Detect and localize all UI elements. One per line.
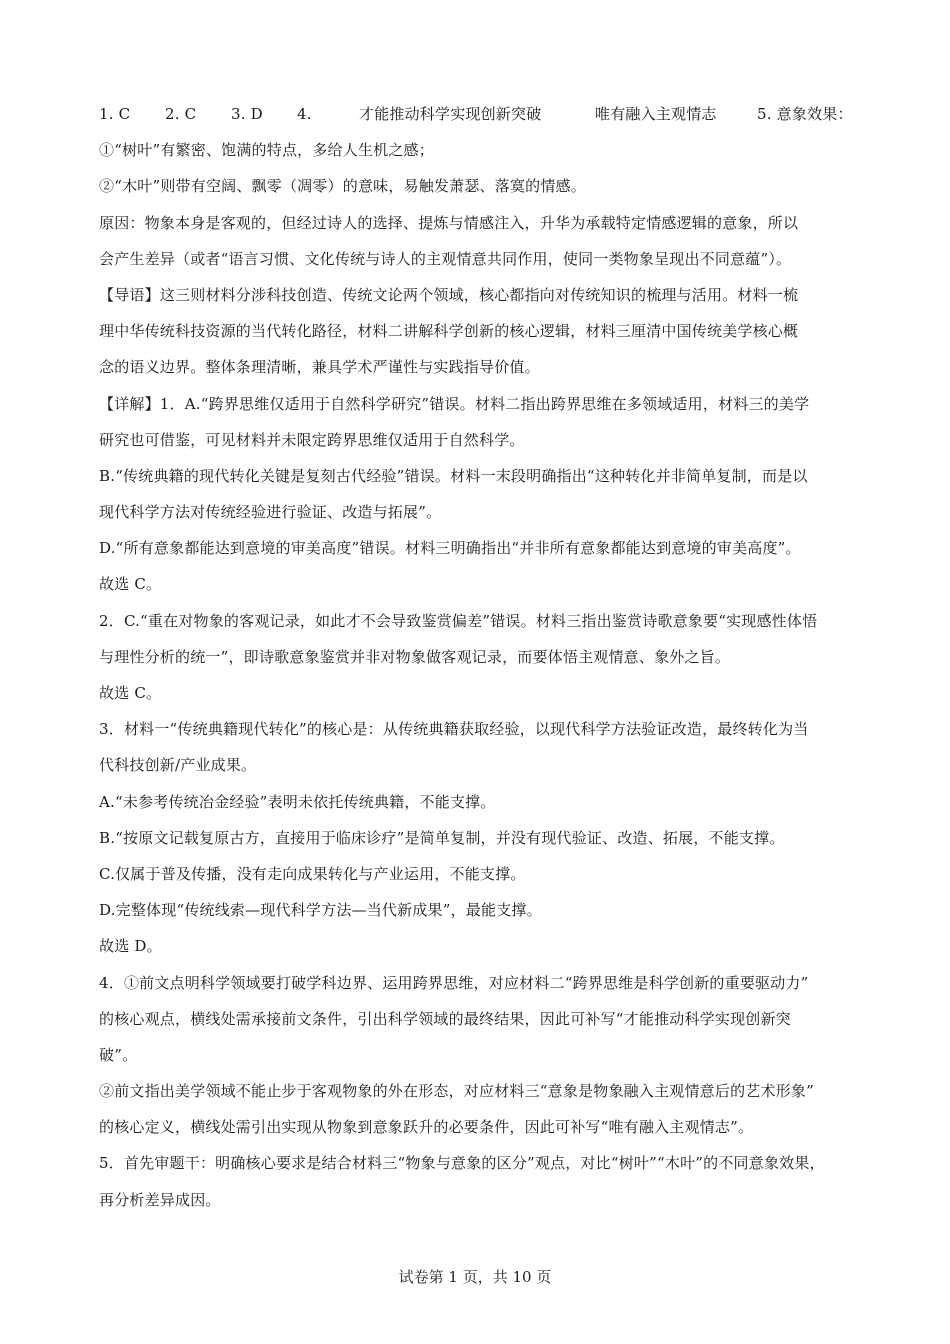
text-line: 念的语义边界。整体条理清晰，兼具学术严谨性与实践指导价值。 — [99, 358, 540, 377]
text-line: B.“传统典籍的现代转化关键是复刻古代经验”错误。材料一末段明确指出“这种转化并非简单复制，而是以 — [99, 466, 808, 485]
text-line: 的核心观点，横线处需承接前文条件，引出科学领域的最终结果，因此可补写“才能推动科学实现创新突 — [99, 1009, 791, 1028]
text-line: 的核心定义，横线处需引出实现从物象到意象跃升的必要条件，因此可补写“唯有融入主观情志”。 — [99, 1118, 754, 1137]
text-line: 故选 C。 — [99, 684, 162, 702]
page-footer: 试卷第 1 页，共 10 页 — [398, 1268, 552, 1286]
text-line: 再分析差异成因。 — [99, 1190, 221, 1209]
answer-4-part1: 才能推动科学实现创新突破 — [359, 105, 542, 123]
text-line: ②“木叶”则带有空阔、飘零（凋零）的意味，易触发萧瑟、落寞的情感。 — [99, 177, 586, 196]
text-line: 理中华传统科技资源的当代转化路径，材料二讲解科学创新的核心逻辑，材料三厘清中国传统美学核心概 — [99, 322, 799, 341]
text-line: 2．C.“重在对物象的客观记录，如此才不会导致鉴赏偏差”错误。材料三指出鉴赏诗歌意象要“实现感性体悟 — [99, 611, 818, 630]
text-line: 故选 D。 — [99, 937, 162, 956]
text-line: 原因：物象本身是客观的，但经过诗人的选择、提炼与情感注入，升华为承载特定情感逻辑的意象，所以 — [99, 213, 799, 232]
text-line: 3．材料一“传统典籍现代转化”的核心是：从传统典籍获取经验，以现代科学方法验证改造，最终转化为当 — [99, 720, 809, 739]
text-line: 代科技创新/产业成果。 — [99, 756, 257, 775]
explanation-text — [99, 132, 855, 1218]
text-line: ①“树叶”有繁密、饱满的特点，多给人生机之感； — [99, 141, 434, 160]
text-line: 与理性分析的统一”，即诗歌意象鉴赏并非对物象做客观记录，而要体悟主观情意、象外之旨。 — [99, 647, 731, 666]
text-line: A.“未参考传统冶金经验”表明未依托传统典籍，不能支撑。 — [99, 792, 496, 811]
text-line: ②前文指出美学领域不能止步于客观物象的外在形态，对应材料三“意象是物象融入主观情意后的艺术形象” — [99, 1082, 814, 1101]
answer-4-part2: 唯有融入主观情志 — [595, 105, 717, 123]
text-line: B.“按原文记载复原古方，直接用于临床诊疗”是简单复制，并没有现代验证、改造、拓展，不能支撑。 — [99, 828, 785, 847]
answer-key-line — [99, 96, 855, 132]
text-line: 【导语】这三则材料分涉科技创造、传统文论两个领域，核心都指向对传统知识的梳理与活用。材料一梳 — [99, 285, 799, 304]
text-line: D.“所有意象都能达到意境的审美高度”错误。材料三明确指出“并非所有意象都能达到意境的审美高度”。 — [99, 539, 801, 558]
text-line: 5．首先审题干：明确核心要求是结合材料三“物象与意象的区分”观点，对比“树叶”“木叶”的不同意象效果， — [99, 1154, 825, 1173]
answer-3: 3. D — [231, 105, 263, 123]
answer-5: 5. 意象效果： — [757, 105, 853, 123]
text-line: 现代科学方法对传统经验进行验证、改造与拓展”。 — [99, 503, 442, 522]
document-body — [99, 96, 855, 1218]
text-line: D.完整体现“传统线索—现代科学方法—当代新成果”，最能支撑。 — [99, 901, 542, 920]
text-line: 【详解】1．A.“跨界思维仅适用于自然科学研究”错误。材料二指出跨界思维在多领域适用，材料三的美学 — [99, 394, 810, 413]
text-line: 研究也可借鉴，可见材料并未限定跨界思维仅适用于自然科学。 — [99, 430, 525, 449]
text-line: 故选 C。 — [99, 575, 162, 594]
text-line: C.仅属于普及传播，没有走向成果转化与产业运用，不能支撑。 — [99, 864, 526, 883]
text-line: 会产生差异（或者“语言习惯、文化传统与诗人的主观情意共同作用，使同一类物象呈现出不同意蕴”）。 — [99, 249, 792, 268]
answer-1: 1. C — [99, 105, 131, 123]
text-line: 4．①前文点明科学领域要打破学科边界、运用跨界思维，对应材料二“跨界思维是科学创新的重要驱动力” — [99, 973, 809, 992]
text-line: 破”。 — [99, 1045, 138, 1064]
answer-4: 4. — [297, 105, 312, 123]
answer-2: 2. C — [165, 105, 197, 123]
